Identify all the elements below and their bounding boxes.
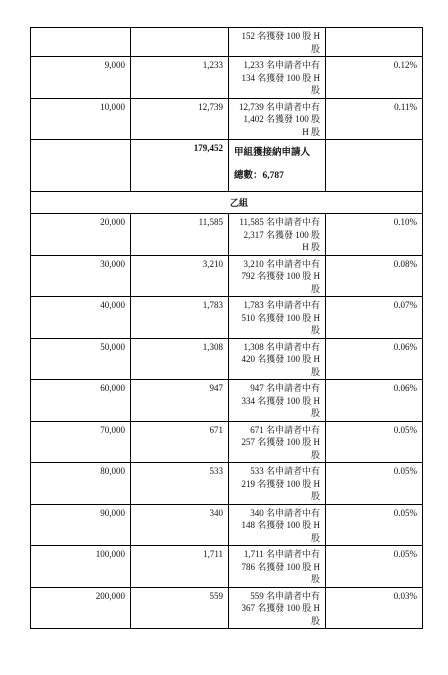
allocation-basis-line: 792 名獲發 100 股 H bbox=[241, 271, 320, 281]
table-row bbox=[31, 28, 423, 57]
applied-shares-cell bbox=[31, 28, 131, 57]
percentage-cell: 0.05% bbox=[326, 546, 423, 588]
applied-shares-cell: 80,000 bbox=[31, 463, 131, 505]
applied-shares-cell: 100,000 bbox=[31, 546, 131, 588]
allocation-basis-line: 股 bbox=[310, 43, 320, 54]
applied-shares-cell: 9,000 bbox=[31, 57, 131, 99]
allocation-basis-line: 219 名獲發 100 股 H bbox=[241, 478, 320, 489]
table-row bbox=[31, 98, 423, 140]
allocation-basis-cell bbox=[229, 421, 326, 463]
applicants-cell: 12,739 bbox=[131, 98, 229, 140]
allocation-basis-line: 786 名獲發 100 股 H bbox=[241, 561, 320, 572]
allocation-basis-line: 股 bbox=[310, 325, 320, 335]
applicants-cell bbox=[131, 28, 229, 57]
group-b-header-row bbox=[31, 192, 423, 214]
summary-empty-cell bbox=[326, 140, 423, 192]
allocation-basis-line: 1,233 名申請者中有 bbox=[243, 60, 320, 70]
allocation-basis-cell bbox=[229, 98, 326, 140]
allocation-basis-line: 股 bbox=[310, 615, 320, 626]
applied-shares-cell: 10,000 bbox=[31, 98, 131, 140]
allocation-basis-line: 12,739 名申請者中有 bbox=[238, 101, 320, 112]
allocation-basis-line: 420 名獲發 100 股 H bbox=[241, 354, 320, 364]
allocation-basis-line: 559 名申請者中有 bbox=[250, 590, 320, 601]
applicants-cell: 340 bbox=[131, 504, 229, 546]
allocation-basis-line: 股 bbox=[310, 491, 320, 501]
applicants-cell: 3,210 bbox=[131, 255, 229, 297]
table-row bbox=[31, 57, 423, 99]
total-applicants-cell: 179,452 bbox=[131, 140, 229, 192]
summary-empty-cell bbox=[31, 140, 131, 192]
allocation-basis-line: 367 名獲發 100 股 H bbox=[241, 603, 320, 613]
percentage-cell: 0.11% bbox=[326, 98, 423, 140]
applicants-cell: 11,585 bbox=[131, 214, 229, 256]
applicants-cell: 1,711 bbox=[131, 546, 229, 588]
allocation-basis-cell bbox=[229, 28, 326, 57]
allocation-basis-cell bbox=[229, 380, 326, 422]
allocation-basis-line: 671 名申請者中有 bbox=[250, 424, 320, 435]
applicants-cell: 671 bbox=[131, 421, 229, 463]
percentage-cell: 0.05% bbox=[326, 504, 423, 546]
applicants-cell: 559 bbox=[131, 587, 229, 629]
table-row bbox=[31, 338, 423, 380]
allocation-basis-cell bbox=[229, 546, 326, 588]
percentage-cell: 0.05% bbox=[326, 421, 423, 463]
table-row bbox=[31, 463, 423, 505]
group-b-title: 乙組 bbox=[230, 197, 249, 208]
allocation-basis-line: 1,402 名獲發 100 股 bbox=[243, 114, 320, 124]
allocation-basis-line: 334 名獲發 100 股 H bbox=[241, 395, 320, 406]
group-a-summary-row bbox=[31, 140, 423, 192]
applicants-cell: 1,233 bbox=[131, 57, 229, 99]
allocation-basis-line: H 股 bbox=[302, 126, 320, 137]
applied-shares-cell: 60,000 bbox=[31, 380, 131, 422]
allocation-basis-cell bbox=[229, 587, 326, 629]
allocation-basis-cell bbox=[229, 214, 326, 256]
allocation-basis-line: 257 名獲發 100 股 H bbox=[241, 437, 320, 447]
table-row bbox=[31, 421, 423, 463]
applicants-cell: 1,308 bbox=[131, 338, 229, 380]
allocation-basis-line: 134 名獲發 100 股 H bbox=[241, 72, 320, 83]
percentage-cell bbox=[326, 28, 423, 57]
allocation-basis-line: 1,783 名申請者中有 bbox=[243, 300, 320, 310]
allocation-page bbox=[30, 27, 422, 629]
allocation-basis-line: 股 bbox=[310, 366, 320, 377]
allocation-basis-line: 2,317 名獲發 100 股 bbox=[243, 229, 320, 240]
percentage-cell: 0.06% bbox=[326, 380, 423, 422]
allocation-basis-line: 股 bbox=[310, 85, 320, 95]
allocation-basis-cell bbox=[229, 504, 326, 546]
allocation-basis-line: 股 bbox=[310, 408, 320, 418]
table-row bbox=[31, 380, 423, 422]
allocation-basis-cell bbox=[229, 255, 326, 297]
table-row bbox=[31, 587, 423, 629]
allocation-basis-cell bbox=[229, 338, 326, 380]
percentage-cell: 0.08% bbox=[326, 255, 423, 297]
applied-shares-cell: 20,000 bbox=[31, 214, 131, 256]
applicants-cell: 947 bbox=[131, 380, 229, 422]
applicants-cell: 533 bbox=[131, 463, 229, 505]
percentage-cell: 0.05% bbox=[326, 463, 423, 505]
applied-shares-cell: 200,000 bbox=[31, 587, 131, 629]
applied-shares-cell: 30,000 bbox=[31, 255, 131, 297]
group-b-header-cell bbox=[31, 192, 423, 214]
applied-shares-cell: 70,000 bbox=[31, 421, 131, 463]
allocation-basis-cell bbox=[229, 57, 326, 99]
percentage-cell: 0.12% bbox=[326, 57, 423, 99]
allocation-basis-line: 11,585 名申請者中有 bbox=[239, 217, 320, 227]
allocation-basis-line: 152 名獲發 100 股 H bbox=[241, 31, 320, 41]
allocation-basis-line: 340 名申請者中有 bbox=[250, 507, 320, 518]
percentage-cell: 0.07% bbox=[326, 297, 423, 339]
allocation-basis-line: 947 名申請者中有 bbox=[250, 383, 320, 393]
group-a-total: 總數：6,787 bbox=[234, 171, 284, 181]
table-row bbox=[31, 214, 423, 256]
allocation-basis-line: 3,210 名申請者中有 bbox=[243, 258, 320, 269]
percentage-cell: 0.03% bbox=[326, 587, 423, 629]
allocation-basis-line: 股 bbox=[310, 574, 320, 584]
allocation-basis-line: 股 bbox=[310, 283, 320, 294]
table-row bbox=[31, 297, 423, 339]
allocation-basis-cell bbox=[229, 297, 326, 339]
allocation-basis-line: 股 bbox=[310, 449, 320, 460]
allocation-basis-line: H 股 bbox=[302, 242, 320, 252]
allocation-basis-line: 510 名獲發 100 股 H bbox=[241, 312, 320, 323]
table-row bbox=[31, 546, 423, 588]
applicants-cell: 1,783 bbox=[131, 297, 229, 339]
allocation-basis-line: 533 名申請者中有 bbox=[250, 466, 320, 476]
group-a-title: 甲組獲接納申請人 bbox=[234, 148, 311, 158]
allocation-basis-line: 股 bbox=[310, 532, 320, 543]
applied-shares-cell: 40,000 bbox=[31, 297, 131, 339]
applied-shares-cell: 50,000 bbox=[31, 338, 131, 380]
allocation-basis-line: 148 名獲發 100 股 H bbox=[241, 520, 320, 530]
table-row bbox=[31, 504, 423, 546]
allocation-basis-cell bbox=[229, 463, 326, 505]
allocation-table bbox=[30, 27, 423, 629]
allocation-basis-line: 1,711 名申請者中有 bbox=[243, 549, 320, 559]
percentage-cell: 0.10% bbox=[326, 214, 423, 256]
applied-shares-cell: 90,000 bbox=[31, 504, 131, 546]
allocation-basis-line: 1,308 名申請者中有 bbox=[243, 341, 320, 352]
percentage-cell: 0.06% bbox=[326, 338, 423, 380]
table-row bbox=[31, 255, 423, 297]
summary-text-cell bbox=[229, 140, 326, 192]
